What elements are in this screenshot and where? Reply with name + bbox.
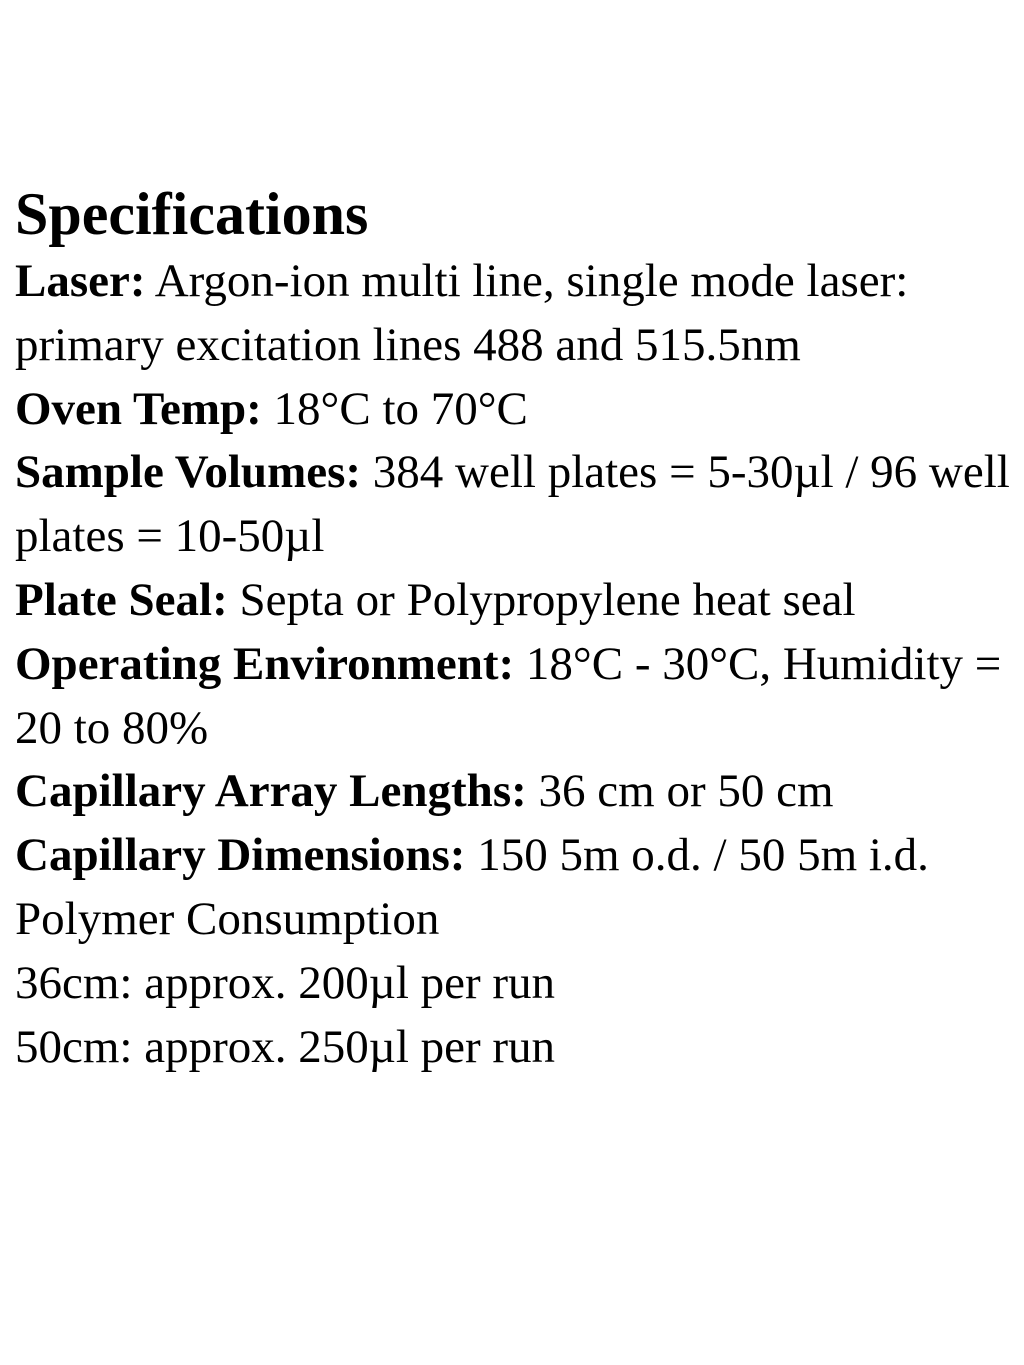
spec-oven-temp bbox=[15, 378, 1010, 442]
spec-value: 36 cm or 50 cm bbox=[538, 765, 834, 818]
spec-capillary-array-lengths bbox=[15, 760, 1010, 824]
spec-label: Operating Environment: bbox=[15, 637, 515, 690]
specifications-document bbox=[15, 178, 1010, 1079]
spec-value: Septa or Polypropylene heat seal bbox=[239, 573, 856, 626]
spec-label: Capillary Dimensions: bbox=[15, 829, 466, 882]
polymer-consumption-50cm: 50cm: approx. 250µl per run bbox=[15, 1020, 556, 1073]
spec-laser bbox=[15, 250, 1010, 378]
spec-label: Capillary Array Lengths: bbox=[15, 765, 527, 818]
spec-sample-volumes bbox=[15, 441, 1010, 569]
page-title: Specifications bbox=[15, 181, 369, 247]
spec-capillary-dimensions bbox=[15, 824, 1010, 888]
spec-label: Oven Temp: bbox=[15, 382, 262, 435]
spec-value: 18°C - 30°C, Humidity = 20 to 80% bbox=[15, 637, 1002, 754]
spec-value: Argon-ion multi line, single mode laser: primary excitation lines 488 and 515.5nm bbox=[15, 255, 909, 371]
spec-value: 150 5m o.d. / 50 5m i.d. bbox=[477, 829, 929, 882]
spec-operating-environment bbox=[15, 633, 1010, 761]
polymer-consumption-36cm: 36cm: approx. 200µl per run bbox=[15, 956, 556, 1009]
spec-value: 384 well plates = 5-30µl / 96 well plates = 10-50µl bbox=[15, 446, 1010, 563]
spec-value: 18°C to 70°C bbox=[273, 382, 528, 435]
spec-label: Laser: bbox=[15, 255, 146, 307]
spec-label: Sample Volumes: bbox=[15, 446, 362, 499]
spec-plate-seal bbox=[15, 569, 1010, 633]
spec-label: Plate Seal: bbox=[15, 573, 228, 626]
polymer-consumption-heading: Polymer Consumption bbox=[15, 892, 440, 945]
